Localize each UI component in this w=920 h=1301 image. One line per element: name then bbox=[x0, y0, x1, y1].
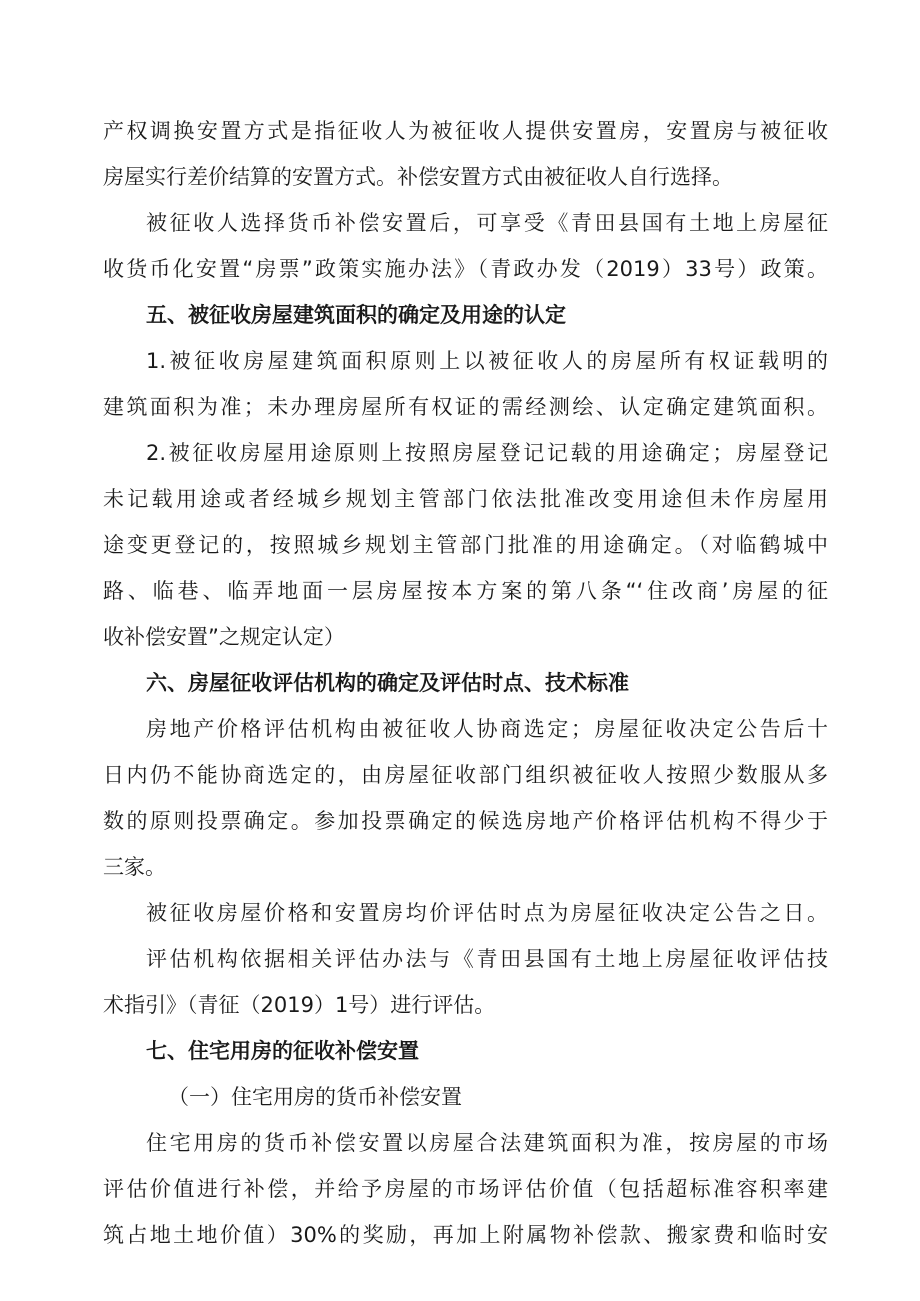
paragraph-line: 1.被征收房屋建筑面积原则上以被征收人的房屋所有权证载明的 bbox=[146, 349, 828, 373]
paragraph-line: 收补偿安置”之规定认定） bbox=[103, 625, 345, 649]
paragraph-line: 被征收房屋价格和安置房均价评估时点为房屋征收决定公告之日。 bbox=[146, 901, 828, 925]
paragraph-line: 三家。 bbox=[103, 855, 166, 879]
paragraph-line: 房屋实行差价结算的安置方式。补偿安置方式由被征收人自行选择。 bbox=[103, 165, 733, 189]
paragraph-line: 途变更登记的，按照城乡规划主管部门批准的用途确定。（对临鹤城中 bbox=[103, 533, 828, 557]
paragraph-line: 筑占地土地价值）30%的奖励，再加上附属物补偿款、搬家费和临时安 bbox=[103, 1223, 828, 1247]
paragraph-line: 住宅用房的货币补偿安置以房屋合法建筑面积为准，按房屋的市场 bbox=[146, 1131, 828, 1155]
paragraph-line: 评估价值进行补偿，并给予房屋的市场评估价值（包括超标准容积率建 bbox=[103, 1177, 828, 1201]
paragraph-line: 术指引》（青征（2019）1号）进行评估。 bbox=[103, 993, 496, 1017]
paragraph-line: 日内仍不能协商选定的，由房屋征收部门组织被征收人按照少数服从多 bbox=[103, 763, 828, 787]
paragraph-line: 产权调换安置方式是指征收人为被征收人提供安置房，安置房与被征收 bbox=[103, 119, 828, 143]
section-heading-7: 七、住宅用房的征收补偿安置 bbox=[146, 1039, 419, 1063]
paragraph-line: 未记载用途或者经城乡规划主管部门依法批准改变用途但未作房屋用 bbox=[103, 487, 828, 511]
paragraph-line: 路、临巷、临弄地面一层房屋按本方案的第八条“‘住改商’房屋的征 bbox=[103, 579, 828, 603]
paragraph-line: 评估机构依据相关评估办法与《青田县国有土地上房屋征收评估技 bbox=[146, 947, 828, 971]
section-heading-5: 五、被征收房屋建筑面积的确定及用途的认定 bbox=[146, 303, 566, 327]
paragraph-line: 房地产价格评估机构由被征收人协商选定；房屋征收决定公告后十 bbox=[146, 717, 828, 741]
paragraph-line: 数的原则投票确定。参加投票确定的候选房地产价格评估机构不得少于 bbox=[103, 809, 828, 833]
paragraph-line: 收货币化安置“房票”政策实施办法》（青政办发（2019）33号）政策。 bbox=[103, 257, 828, 281]
paragraph-line: 2.被征收房屋用途原则上按照房屋登记记载的用途确定；房屋登记 bbox=[146, 441, 828, 465]
paragraph-line: 被征收人选择货币补偿安置后，可享受《青田县国有土地上房屋征 bbox=[146, 211, 828, 235]
paragraph-line: 建筑面积为准；未办理房屋所有权证的需经测绘、认定确定建筑面积。 bbox=[103, 395, 828, 419]
section-heading-6: 六、房屋征收评估机构的确定及评估时点、技术标准 bbox=[146, 671, 629, 695]
subsection-heading: （一）住宅用房的货币补偿安置 bbox=[168, 1085, 462, 1109]
